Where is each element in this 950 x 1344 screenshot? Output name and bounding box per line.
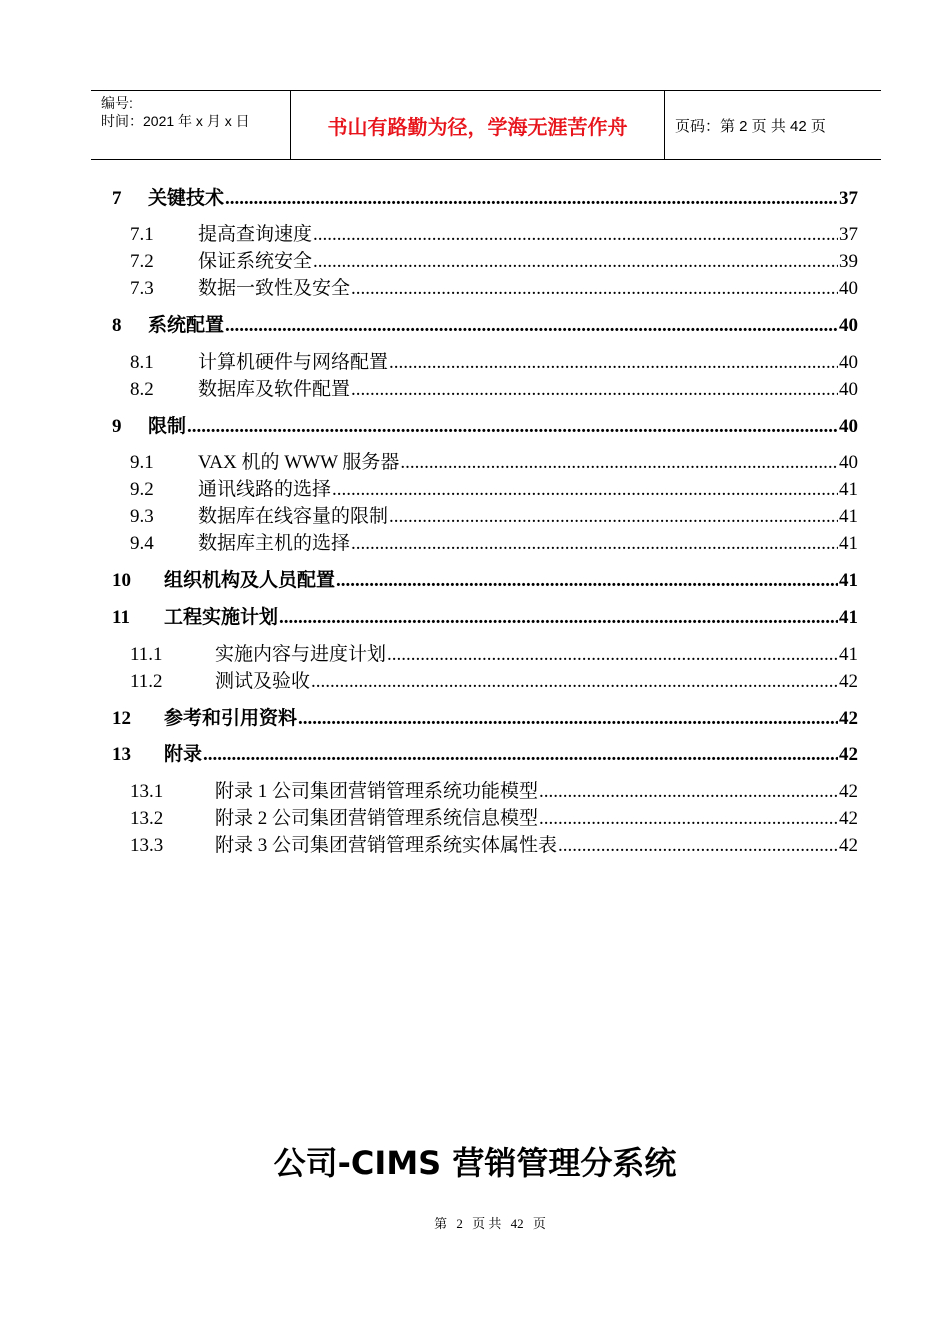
toc-entry-number: 9 — [112, 416, 122, 437]
toc-entry-title: 附录 1 公司集团营销管理系统功能模型 — [215, 781, 539, 802]
toc-entry-number: 8 — [112, 315, 122, 336]
toc-leader-dots — [332, 479, 838, 501]
toc-entry-title: 数据一致性及安全 — [198, 278, 351, 299]
toc-leader-dots — [311, 671, 838, 693]
footer-prefix: 第 — [434, 1216, 448, 1231]
toc-entry-page: 42 — [839, 708, 858, 729]
header-page-info: 页码：第 2 页 共 42 页 — [675, 117, 826, 135]
toc-chapter-entry[interactable] — [112, 310, 858, 337]
toc-entry-number: 9.1 — [130, 452, 154, 473]
header-motto: 书山有路勤为径，学海无涯苦作舟 — [291, 91, 665, 159]
toc-entry-page: 41 — [839, 570, 858, 591]
toc-entry-page: 41 — [839, 533, 858, 554]
footer-total-pages: 42 — [510, 1216, 524, 1231]
page-footer — [0, 1213, 950, 1232]
toc-entry-title: 提高查询速度 — [198, 224, 313, 245]
toc-entry-title: 附录 3 公司集团营销管理系统实体属性表 — [215, 835, 558, 856]
toc-leader-dots — [313, 224, 838, 246]
toc-leader-dots — [387, 644, 838, 666]
toc-entry-page: 40 — [839, 416, 858, 437]
toc-leader-dots — [298, 708, 838, 730]
toc-entry-number: 8.1 — [130, 352, 154, 373]
toc-chapter-entry[interactable] — [112, 183, 858, 210]
toc-entry-number: 9.4 — [130, 533, 154, 554]
toc-entry-title: 计算机硬件与网络配置 — [198, 352, 389, 373]
toc-entry-page: 40 — [839, 452, 858, 473]
toc-entry-page: 42 — [839, 671, 858, 692]
toc-entry-page: 41 — [839, 644, 858, 665]
toc-chapter-entry[interactable] — [112, 411, 858, 438]
toc-section-entry[interactable] — [130, 528, 858, 555]
toc-entry-title: 参考和引用资料 — [164, 708, 298, 729]
document-number-label: 编号: — [101, 95, 133, 111]
toc-leader-dots — [539, 781, 838, 803]
toc-entry-number: 7 — [112, 188, 122, 209]
toc-entry-number: 13.2 — [130, 808, 164, 829]
toc-entry-number: 8.2 — [130, 379, 154, 400]
toc-entry-page: 42 — [839, 744, 858, 765]
toc-leader-dots — [400, 452, 838, 474]
toc-entry-page: 37 — [839, 188, 858, 209]
toc-entry-page: 41 — [839, 506, 858, 527]
toc-section-entry[interactable] — [130, 639, 858, 666]
toc-leader-dots — [225, 188, 838, 210]
toc-entry-title: 数据库在线容量的限制 — [198, 506, 389, 527]
toc-entry-page: 40 — [839, 352, 858, 373]
footer-mid: 页 共 — [472, 1216, 502, 1231]
toc-entry-number: 11.1 — [130, 644, 163, 665]
toc-leader-dots — [313, 251, 838, 273]
toc-section-entry[interactable] — [130, 273, 858, 300]
toc-entry-number: 11 — [112, 607, 130, 628]
toc-entry-title: VAX 机的 WWW 服务器 — [198, 452, 400, 473]
toc-chapter-entry[interactable] — [112, 739, 858, 766]
toc-section-entry[interactable] — [130, 830, 858, 857]
toc-entry-title: 通讯线路的选择 — [198, 479, 332, 500]
toc-leader-dots — [187, 416, 838, 438]
toc-entry-page: 40 — [839, 379, 858, 400]
toc-entry-title: 测试及验收 — [215, 671, 311, 692]
toc-leader-dots — [336, 570, 838, 592]
toc-section-entry[interactable] — [130, 501, 858, 528]
page-header — [91, 90, 881, 160]
toc-leader-dots — [389, 352, 838, 374]
footer-suffix: 页 — [532, 1216, 546, 1231]
toc-leader-dots — [351, 533, 838, 555]
toc-leader-dots — [225, 315, 838, 337]
toc-section-entry[interactable] — [130, 347, 858, 374]
toc-entry-title: 实施内容与进度计划 — [215, 644, 387, 665]
toc-chapter-entry[interactable] — [112, 703, 858, 730]
toc-entry-number: 10 — [112, 570, 131, 591]
toc-entry-number: 9.2 — [130, 479, 154, 500]
toc-section-entry[interactable] — [130, 776, 858, 803]
toc-entry-title: 系统配置 — [148, 315, 225, 336]
toc-entry-page: 37 — [839, 224, 858, 245]
document-time-label: 时间：2021 年 x 月 x 日 — [101, 113, 250, 129]
toc-leader-dots — [539, 808, 838, 830]
toc-section-entry[interactable] — [130, 374, 858, 401]
toc-entry-page: 42 — [839, 835, 858, 856]
toc-entry-number: 13.3 — [130, 835, 164, 856]
toc-entry-number: 7.2 — [130, 251, 154, 272]
header-meta — [91, 91, 291, 159]
toc-section-entry[interactable] — [130, 666, 858, 693]
toc-entry-title: 数据库主机的选择 — [198, 533, 351, 554]
footer-page-number: 2 — [456, 1216, 463, 1231]
toc-leader-dots — [351, 278, 838, 300]
toc-entry-page: 41 — [839, 607, 858, 628]
toc-entry-number: 12 — [112, 708, 131, 729]
toc-entry-title: 附录 2 公司集团营销管理系统信息模型 — [215, 808, 539, 829]
toc-entry-page: 39 — [839, 251, 858, 272]
toc-entry-number: 11.2 — [130, 671, 163, 692]
toc-leader-dots — [351, 379, 838, 401]
toc-section-entry[interactable] — [130, 474, 858, 501]
toc-leader-dots — [279, 607, 838, 629]
toc-entry-page: 41 — [839, 479, 858, 500]
toc-entry-title: 关键技术 — [148, 188, 225, 209]
system-title: 公司-CIMS 营销管理分系统 — [273, 1144, 677, 1182]
toc-leader-dots — [203, 744, 838, 766]
toc-entry-page: 42 — [839, 808, 858, 829]
toc-entry-title: 附录 — [164, 744, 203, 765]
toc-entry-page: 40 — [839, 278, 858, 299]
toc-leader-dots — [558, 835, 838, 857]
toc-entry-number: 13.1 — [130, 781, 164, 802]
toc-section-entry[interactable] — [130, 803, 858, 830]
toc-entry-number: 13 — [112, 744, 131, 765]
toc-leader-dots — [389, 506, 838, 528]
toc-chapter-entry[interactable] — [112, 565, 858, 592]
toc-entry-number: 7.1 — [130, 224, 154, 245]
toc-entry-number: 9.3 — [130, 506, 154, 527]
toc-entry-number: 7.3 — [130, 278, 154, 299]
toc-section-entry[interactable] — [130, 219, 858, 246]
toc-entry-title: 限制 — [148, 416, 187, 437]
toc-section-entry[interactable] — [130, 447, 858, 474]
toc-entry-title: 组织机构及人员配置 — [164, 570, 336, 591]
toc-entry-title: 保证系统安全 — [198, 251, 313, 272]
toc-entry-page: 42 — [839, 781, 858, 802]
toc-chapter-entry[interactable] — [112, 602, 858, 629]
toc-entry-title: 工程实施计划 — [164, 607, 279, 628]
toc-entry-page: 40 — [839, 315, 858, 336]
toc-entry-title: 数据库及软件配置 — [198, 379, 351, 400]
toc-section-entry[interactable] — [130, 246, 858, 273]
